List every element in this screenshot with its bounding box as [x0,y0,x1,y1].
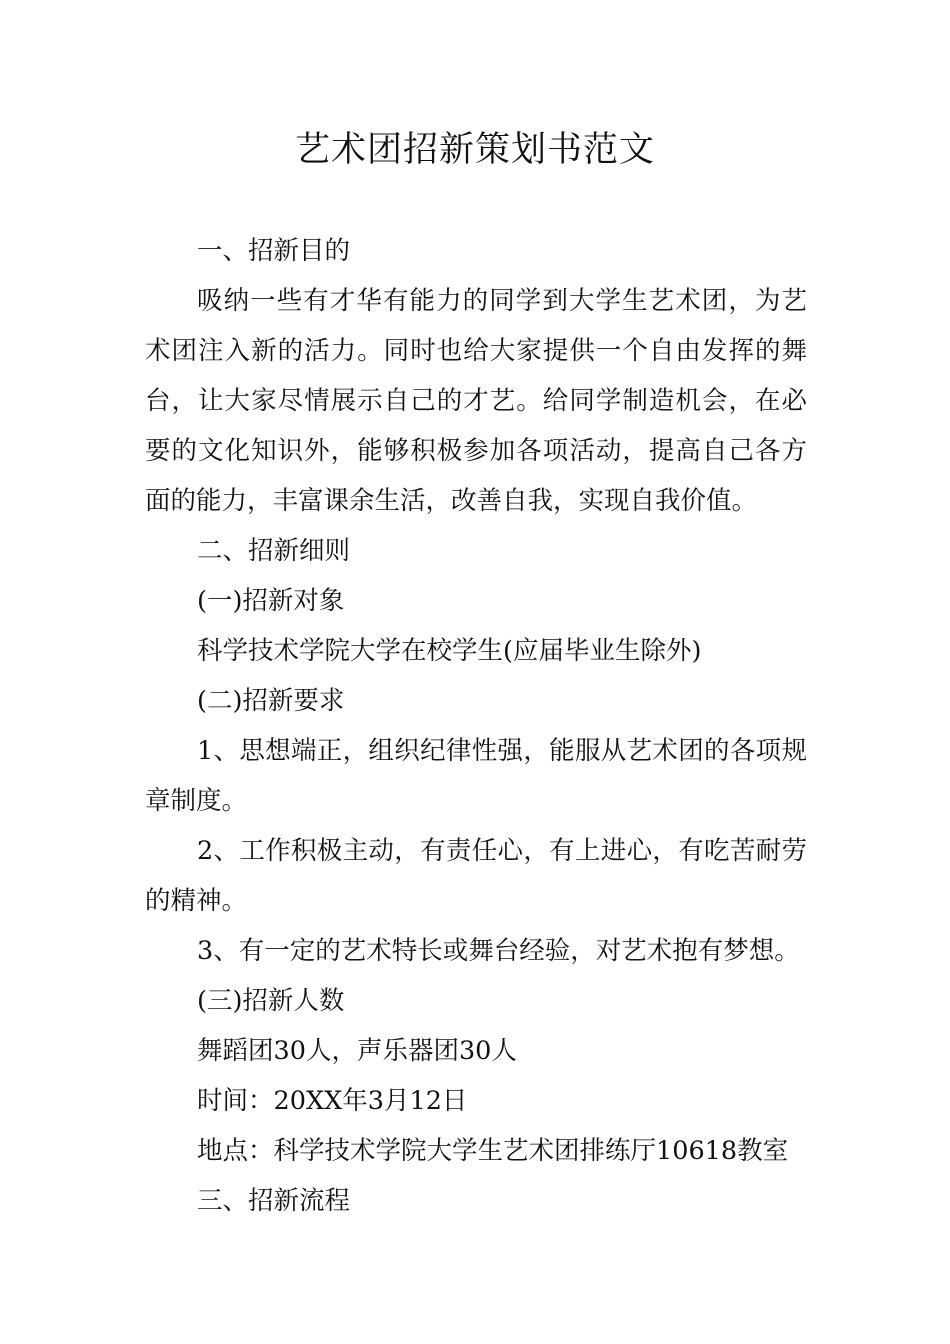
heading-recruit-purpose: 一、招新目的 [197,236,351,266]
requirement-item: 2、工作积极主动，有责任心，有上进心，有吃苦耐劳的精神。 [145,836,807,916]
subheading-quota: (三)招新人数 [197,986,345,1016]
paragraph-quota: 舞蹈团30人，声乐器团30人 [197,1036,517,1066]
paragraph-purpose: 吸纳一些有才华有能力的同学到大学生艺术团，为艺术团注入新的活力。同时也给大家提供一个自由发挥的舞台，让大家尽情展示自己的才艺。给同学制造机会，在必要的文化知识外，能够积极参加各项活动，提高自己各方面的能力，丰富课余生活，改善自我，实现自我价值。 [145,286,807,516]
heading-recruit-process: 三、招新流程 [197,1186,351,1216]
subheading-recruit-target: (一)招新对象 [197,586,345,616]
requirement-item: 3、有一定的艺术特长或舞台经验，对艺术抱有梦想。 [197,936,800,966]
paragraph-location: 地点：科学技术学院大学生艺术团排练厅10618教室 [197,1136,789,1166]
heading-recruit-rules: 二、招新细则 [197,536,351,566]
document-title: 艺术团招新策划书范文 [294,130,655,170]
paragraph-time: 时间：20XX年3月12日 [197,1086,468,1116]
requirement-item: 1、思想端正，组织纪律性强，能服从艺术团的各项规章制度。 [145,736,807,816]
document-body [145,226,807,1226]
paragraph-target: 科学技术学院大学在校学生(应届毕业生除外) [197,636,702,666]
subheading-requirements: (二)招新要求 [197,686,345,716]
